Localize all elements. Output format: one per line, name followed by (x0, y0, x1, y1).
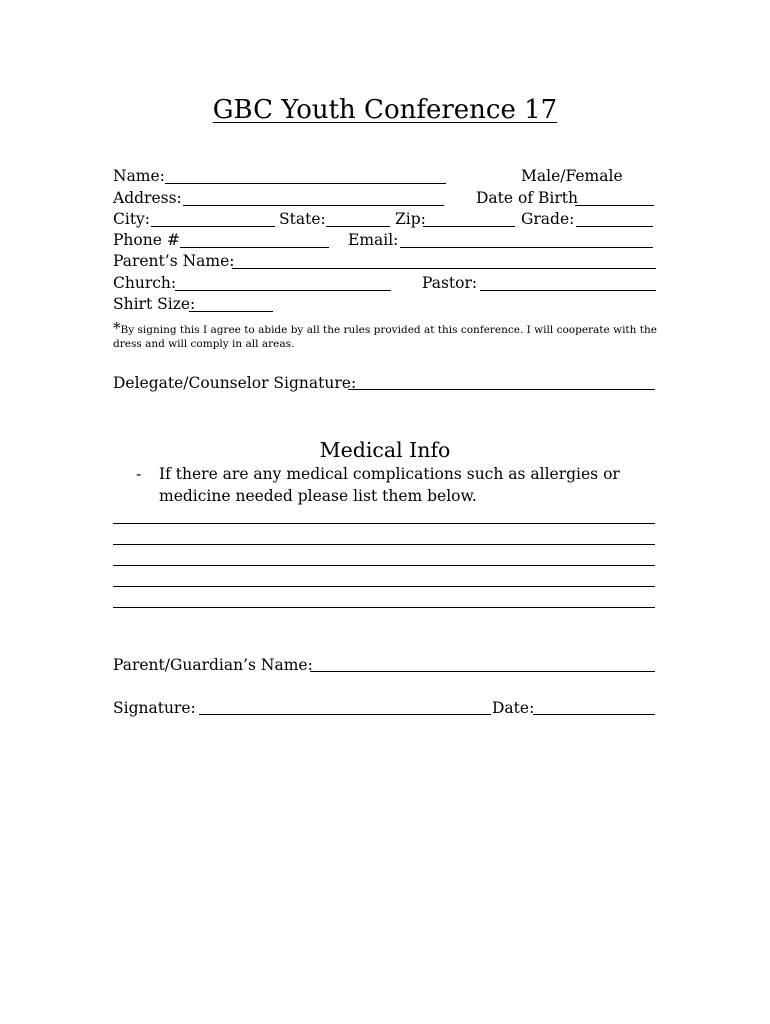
form-title: GBC Youth Conference 17 (212, 95, 558, 125)
address-label: Address: (113, 189, 182, 207)
pastor-field[interactable] (480, 290, 656, 291)
medical-line-4[interactable] (113, 586, 655, 587)
phone-field[interactable] (180, 247, 329, 248)
grade-field[interactable] (576, 226, 653, 227)
guardian-name-label: Parent/Guardian’s Name: (113, 656, 313, 674)
zip-field[interactable] (423, 226, 515, 227)
city-field[interactable] (151, 226, 275, 227)
guardian-name-field[interactable] (310, 671, 655, 672)
date-field[interactable] (533, 714, 655, 715)
phone-label: Phone # (113, 231, 180, 249)
medical-line-5[interactable] (113, 607, 655, 608)
city-label: City: (113, 210, 151, 228)
address-field[interactable] (183, 205, 444, 206)
medical-instruction-line-1: If there are any medical complications such as allergies or (159, 465, 620, 483)
medical-line-1[interactable] (113, 523, 655, 524)
agreement-line-2: dress and will comply in all areas. (113, 338, 295, 350)
medical-line-2[interactable] (113, 544, 655, 545)
medical-instruction-line-2: medicine needed please list them below. (159, 487, 477, 505)
grade-label: Grade: (521, 210, 575, 228)
church-label: Church: (113, 274, 177, 292)
agreement-line-1: By signing this I agree to abide by all the rules provided at this conference. I will cooperate with the (120, 324, 657, 336)
state-label: State: (279, 210, 326, 228)
church-field[interactable] (175, 290, 391, 291)
email-label: Email: (348, 231, 399, 249)
medical-info-heading: Medical Info (319, 438, 451, 462)
delegate-signature-label: Delegate/Counselor Signature: (113, 374, 357, 392)
shirt-size-label: Shirt Size: (113, 295, 196, 313)
delegate-signature-field[interactable] (348, 389, 655, 390)
parent-name-label: Parent’s Name: (113, 252, 235, 270)
medical-line-3[interactable] (113, 565, 655, 566)
dob-field[interactable] (575, 205, 654, 206)
zip-label: Zip: (395, 210, 426, 228)
state-field[interactable] (326, 226, 390, 227)
agreement-note (113, 318, 657, 337)
dob-label: Date of Birth (476, 189, 578, 207)
name-label: Name: (113, 167, 165, 185)
signature-field[interactable] (199, 714, 491, 715)
parent-name-field[interactable] (232, 268, 656, 269)
pastor-label: Pastor: (422, 274, 478, 292)
name-field[interactable] (165, 183, 446, 184)
date-label: Date: (492, 699, 535, 717)
asterisk: * (113, 319, 121, 337)
signature-label: Signature: (113, 699, 196, 717)
shirt-size-field[interactable] (189, 311, 273, 312)
gender-label: Male/Female (521, 167, 623, 185)
email-field[interactable] (400, 247, 653, 248)
bullet-dash: - (136, 465, 142, 483)
